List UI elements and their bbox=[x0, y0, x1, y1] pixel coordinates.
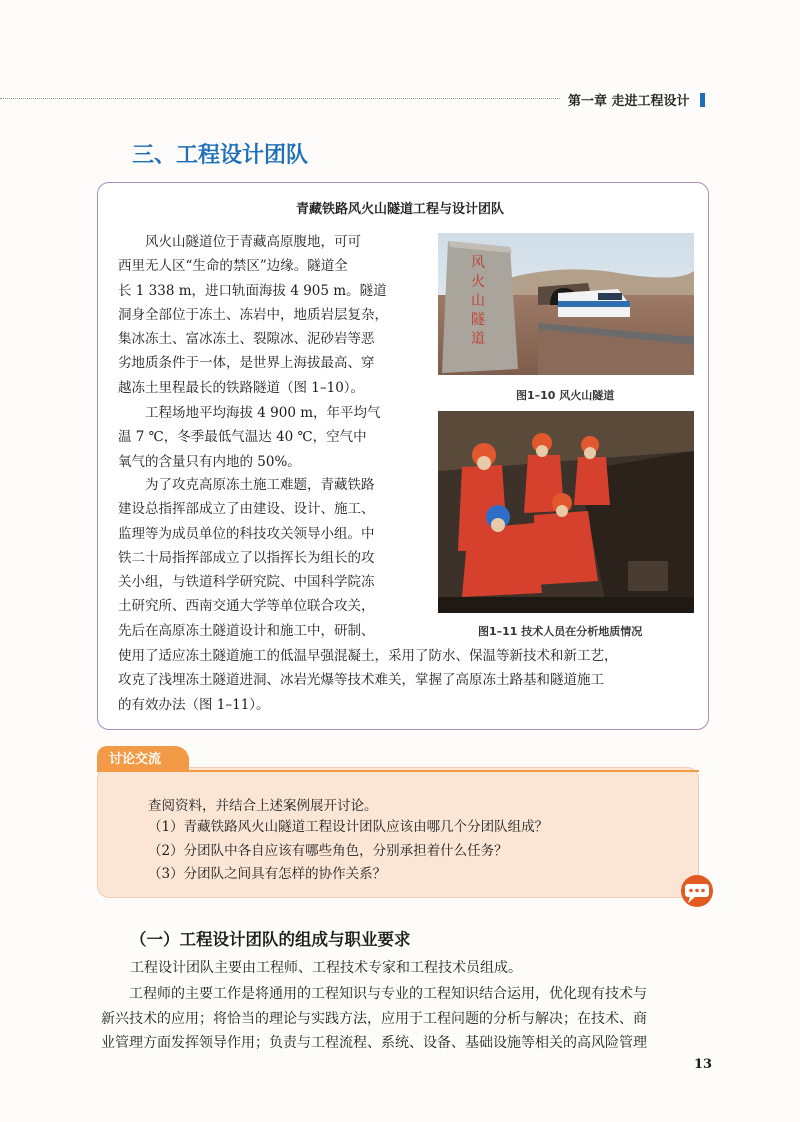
section-title: 三、工程设计团队 bbox=[132, 143, 309, 168]
chat-bubble-icon bbox=[676, 874, 718, 910]
discussion-tab: 讨论交流 bbox=[97, 746, 189, 772]
list-item: （1）青藏铁路风火山隧道工程设计团队应该由哪几个分团队组成？ bbox=[148, 819, 549, 835]
case-paragraph-2: 工程场地平均海拔 4 900 m，年平均气 温 7 ℃，冬季最低气温达 40 ℃，空气中 氧气的含量只有内地的 50%。 bbox=[118, 405, 381, 470]
figure-1-11-caption: 图1–11 技术人员在分析地质情况 bbox=[478, 625, 643, 638]
chapter-header bbox=[568, 90, 705, 109]
page-number: 13 bbox=[694, 1057, 713, 1072]
header-rule bbox=[0, 98, 560, 99]
tunnel-illustration bbox=[438, 233, 694, 375]
case-paragraph-3-continued: 使用了适应冻土隧道施工的低温早强混凝土，采用了防水、保温等新技术和新工艺， 攻克了浅埋冻土隧道进洞、冰岩光爆等技术难关，掌握了高原冻土路基和隧道施工 的有效办法（图 1–11）。 bbox=[118, 648, 618, 713]
chapter-marker bbox=[700, 93, 705, 107]
discussion-intro: 查阅资料，并结合上述案例展开讨论。 bbox=[148, 798, 378, 814]
tunnel-photo bbox=[438, 233, 694, 375]
list-item: （3）分团队之间具有怎样的协作关系？ bbox=[148, 866, 387, 883]
list-item: （2）分团队中各自应该有哪些角色，分别承担着什么任务？ bbox=[148, 842, 508, 859]
figure-1-10-caption: 图1–10 风火山隧道 bbox=[516, 389, 615, 402]
case-paragraph-3: 为了攻克高原冻土施工难题，青藏铁路 建设总指挥部成立了由建设、设计、施工、 监理等为成员单位的科技攻关领导小组。中 铁二十局指挥部成立了以指挥长为组长的攻 关小组，与铁道科学研究院、中国科学院冻 土研究所、西南交通大学等单位联合攻关， 先后在高原冻土隧道设计和施工中，研制、 bbox=[118, 477, 375, 639]
discussion-questions bbox=[148, 816, 548, 887]
workers-photo bbox=[438, 411, 694, 613]
case-title: 青藏铁路风火山隧道工程与设计团队 bbox=[295, 202, 504, 217]
subsection-title: （一）工程设计团队的组成与职业要求 bbox=[130, 930, 411, 949]
stone-carving: 风火山隧道 bbox=[471, 255, 485, 347]
workers-illustration bbox=[438, 411, 694, 613]
case-paragraph-1: 风火山隧道位于青藏高原腹地，可可 西里无人区“生命的禁区”边缘。隧道全 长 1 338 m，进口轨面海拔 4 905 m。隧道 洞身全部位于冻土、冻岩中，地质岩层复杂， 集冰冻土、富冰冻土、裂隙冰、泥砂岩等恶 劣地质条件于一体，是世界上海拔最高、穿 越冻土里程最长的铁路隧道（图 1–10）。 bbox=[118, 234, 388, 396]
chapter-title: 第一章 走进工程设计 bbox=[568, 94, 690, 109]
body-paragraph-1: 工程设计团队主要由工程师、工程技术专家和工程技术员组成。 bbox=[130, 960, 522, 976]
body-paragraph-2: 工程师的主要工作是将通用的工程知识与专业的工程知识结合运用，优化现有技术与 新兴技术的应用；将恰当的理论与实践方法，应用于工程问题的分析与解决；在技术、商 业管理方面发挥领导作用；负责与工程流程、系统、设备、基础设施等相关的高风险管理 bbox=[101, 986, 647, 1051]
